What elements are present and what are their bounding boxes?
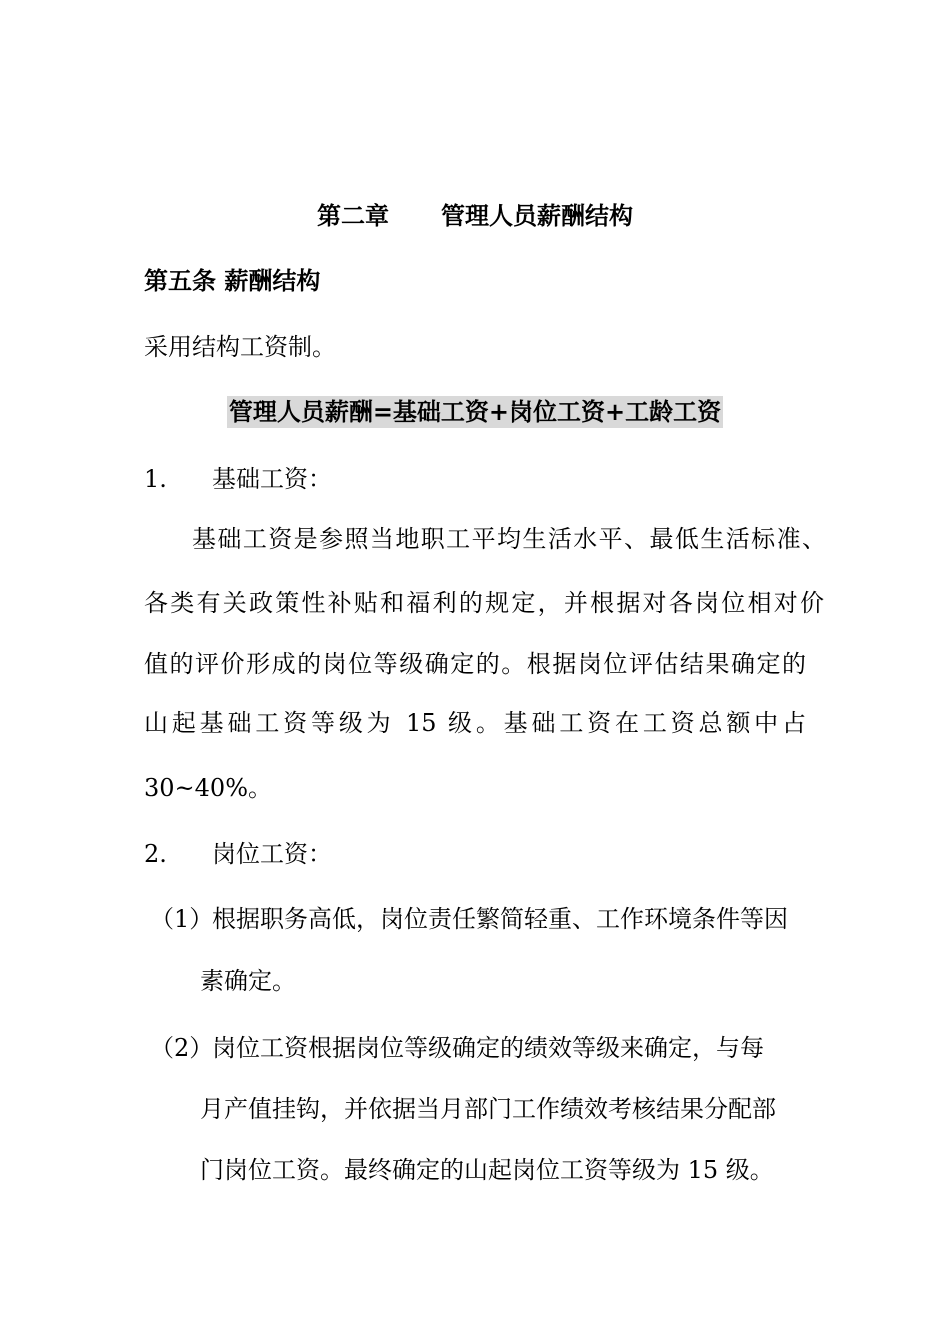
list-item-continuation: 门岗位工资。最终确定的山起岗位工资等级为 15 级。 — [200, 1156, 774, 1184]
section-number: 1. — [144, 465, 167, 493]
article-intro: 采用结构工资制。 — [144, 333, 336, 361]
paragraph-line: 值的评价形成的岗位等级确定的。根据岗位评估结果确定的 — [144, 650, 806, 678]
section-heading-base-salary — [144, 463, 824, 495]
chapter-title — [0, 200, 950, 232]
list-item-continuation: 素确定。 — [200, 967, 296, 995]
list-item-number: （2） — [150, 1034, 214, 1062]
list-item-continuation: 月产值挂钩，并依据当月部门工作绩效考核结果分配部 — [200, 1095, 776, 1123]
salary-formula: 管理人员薪酬=基础工资+岗位工资+工龄工资 — [228, 397, 722, 426]
chapter-name: 管理人员薪酬结构 — [441, 201, 633, 230]
paragraph-line: 基础工资是参照当地职工平均生活水平、最低生活标准、 — [192, 525, 826, 553]
section-number: 2. — [144, 840, 167, 868]
list-item-text: 岗位工资根据岗位等级确定的绩效等级来确定，与每 — [212, 1034, 764, 1062]
chapter-label: 第二章 — [317, 201, 389, 230]
paragraph-line: 山起基础工资等级为 15 级。基础工资在工资总额中占 — [144, 709, 806, 737]
list-item — [144, 1032, 824, 1064]
section-title: 岗位工资： — [212, 840, 332, 868]
section-heading-position-salary — [144, 838, 824, 870]
list-item — [144, 903, 824, 935]
section-title: 基础工资： — [212, 465, 332, 493]
paragraph-line: 各类有关政策性补贴和福利的规定，并根据对各岗位相对价 — [144, 589, 824, 617]
list-item-text: 根据职务高低，岗位责任繁简轻重、工作环境条件等因 — [212, 905, 788, 933]
paragraph-line: 30~40%。 — [144, 774, 272, 802]
list-item-number: （1） — [150, 905, 214, 933]
article-heading: 第五条 薪酬结构 — [144, 266, 321, 295]
formula-row — [0, 396, 950, 428]
